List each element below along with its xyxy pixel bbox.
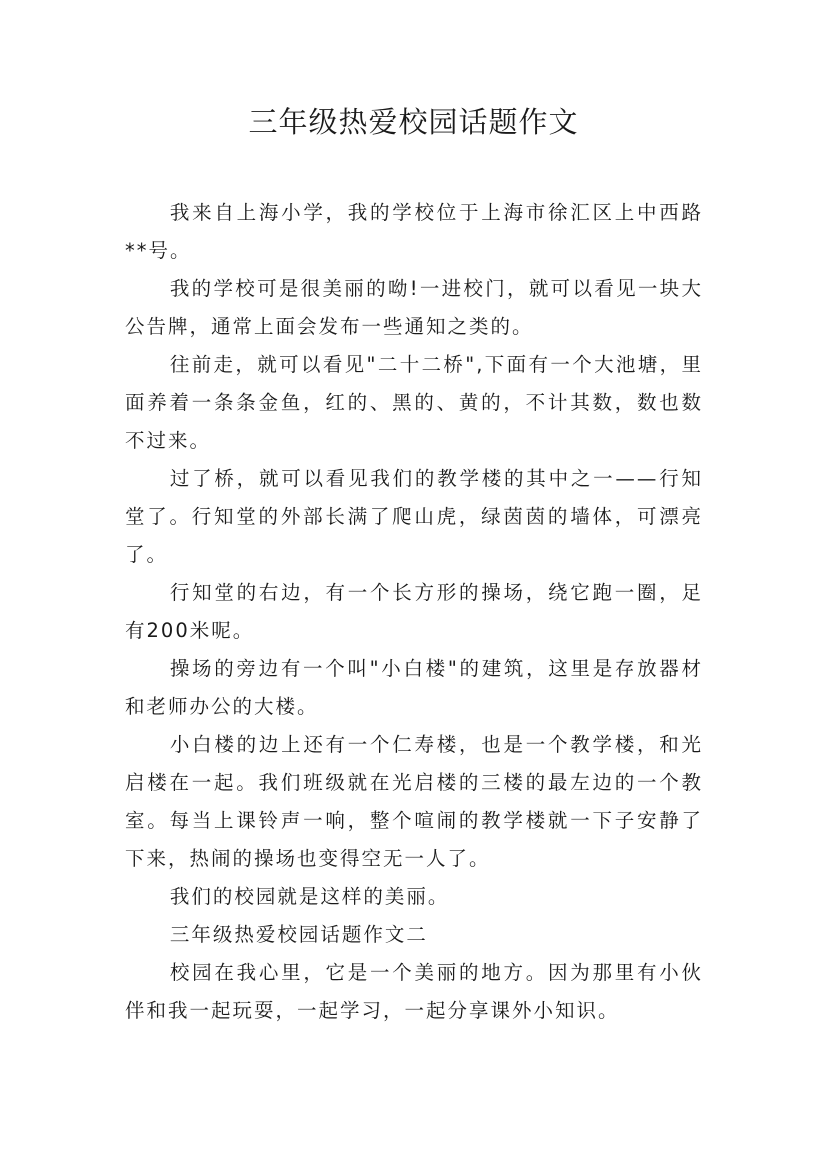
paragraph-10: 校园在我心里，它是一个美丽的地方。因为那里有小伙伴和我一起玩耍，一起学习，一起分享课外小知识。 [125, 961, 703, 1022]
paragraph-6: 操场的旁边有一个叫"小白楼"的建筑，这里是存放器材和老师办公的大楼。 [125, 657, 703, 718]
paragraph-7: 小白楼的边上还有一个仁寿楼，也是一个教学楼，和光启楼在一起。我们班级就在光启楼的三楼的最左边的一个教室。每当上课铃声一响，整个喧闹的教学楼就一下子安静了下来，热闹的操场也变得空无一人了。 [125, 733, 703, 870]
paragraph-4: 过了桥，就可以看见我们的教学楼的其中之一——行知堂了。行知堂的外部长满了爬山虎，绿茵茵的墙体，可漂亮了。 [125, 467, 703, 566]
paragraph-5: 行知堂的右边，有一个长方形的操场，绕它跑一圈，足有200米呢。 [125, 581, 703, 642]
paragraph-2: 我的学校可是很美丽的呦!一进校门，就可以看见一块大公告牌，通常上面会发布一些通知之类的。 [125, 277, 703, 338]
paragraph-8: 我们的校园就是这样的美丽。 [169, 885, 450, 908]
document-title: 三年级热爱校园话题作文 [248, 105, 579, 139]
paragraph-9-subheading: 三年级热爱校园话题作文二 [169, 923, 428, 946]
document-body [125, 194, 703, 1030]
paragraph-3: 往前走，就可以看见"二十二桥",下面有一个大池塘，里面养着一条条金鱼，红的、黑的、黄的，不计其数，数也数不过来。 [125, 353, 703, 452]
paragraph-1: 我来自上海小学，我的学校位于上海市徐汇区上中西路**号。 [125, 201, 703, 262]
